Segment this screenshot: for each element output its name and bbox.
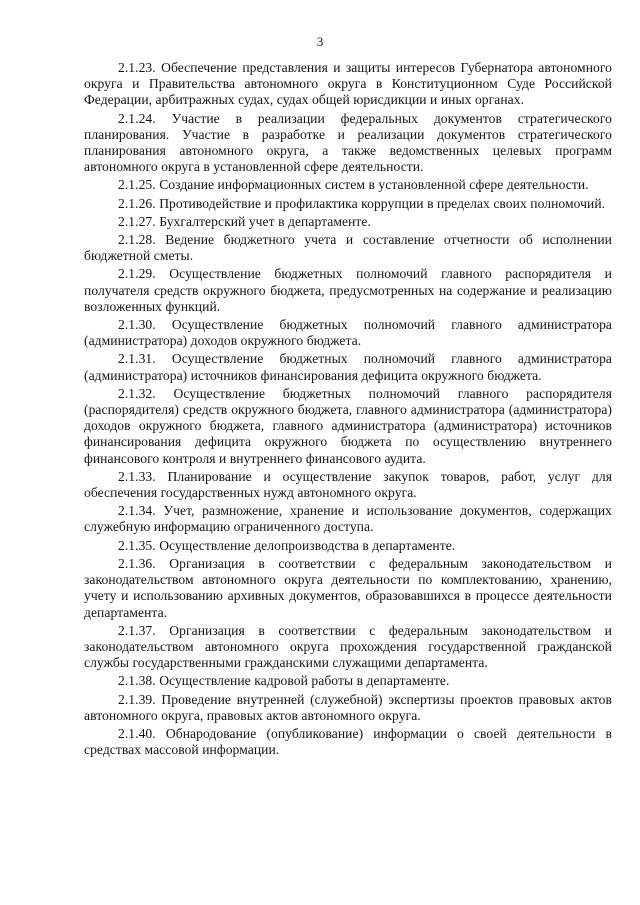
paragraph-number: 2.1.40. <box>118 725 156 741</box>
paragraph-number: 2.1.25. <box>118 177 156 193</box>
paragraph-text: Противодействие и профилактика коррупции в пределах своих полномочий. <box>159 195 606 211</box>
paragraph-text: Участие в реализации федеральных документов стратегического планирования. Участие в разработке и реализации документов стратегического планирования автономного округа, а также ведомственных целевых программ автономного округа в установленной сфере деятельности. <box>84 110 612 175</box>
paragraph-2-1-33 <box>84 469 612 501</box>
paragraph-2-1-28 <box>84 232 612 264</box>
paragraph-number: 2.1.23. <box>118 60 156 75</box>
paragraph-2-1-23 <box>84 60 612 109</box>
paragraph-2-1-25 <box>84 177 612 193</box>
paragraph-2-1-35 <box>84 538 612 554</box>
paragraph-2-1-30 <box>84 317 612 349</box>
paragraph-text: Обеспечение представления и защиты интересов Губернатора автономного округа и Правительства автономного округа в Конституционном Суде Российской Федерации, арбитражных судах, судах общей юрисдикции и иных органах. <box>84 60 612 108</box>
paragraph-number: 2.1.29. <box>118 266 156 282</box>
paragraph-text: Организация в соответствии с федеральным законодательством и законодательством автономного округа прохождения государственной гражданской службы государственными гражданскими служащими департамента. <box>84 622 612 671</box>
paragraph-number: 2.1.38. <box>118 673 156 689</box>
paragraph-2-1-38 <box>84 673 612 689</box>
paragraph-text: Проведение внутренней (служебной) экспертизы проектов правовых актов автономного округа, правовых актов автономного округа. <box>84 691 612 723</box>
paragraph-text: Осуществление бюджетных полномочий главного распорядителя (распорядителя) средств окружного бюджета, главного администратора (администратора) доходов окружного бюджета, главного администратора (администратора) источников финансирования дефицита окружного бюджета по осуществлению внутреннего финансового контроля и внутреннего финансового аудита. <box>84 385 612 466</box>
paragraph-number: 2.1.31. <box>118 351 156 367</box>
paragraph-number: 2.1.35. <box>118 537 156 553</box>
page-number: 3 <box>316 34 324 49</box>
paragraph-2-1-39 <box>84 692 612 724</box>
paragraph-2-1-24 <box>84 111 612 176</box>
paragraph-number: 2.1.27. <box>118 213 156 229</box>
paragraph-text: Учет, размножение, хранение и использование документов, содержащих служебную информацию ограниченного доступа. <box>84 503 612 535</box>
paragraph-text: Осуществление делопроизводства в департаменте. <box>159 537 456 553</box>
paragraph-text: Организация в соответствии с федеральным законодательством и законодательством автономного округа деятельности по комплектованию, хранению, учету и использованию архивных документов, образовавшихся в процессе деятельности департамента. <box>84 555 612 620</box>
paragraph-text: Ведение бюджетного учета и составление отчетности об исполнении бюджетной сметы. <box>84 232 612 264</box>
paragraph-number: 2.1.37. <box>118 622 156 638</box>
paragraph-text: Обнародование (опубликование) информации о своей деятельности в средствах массовой информации. <box>84 725 612 758</box>
paragraph-text: Осуществление бюджетных полномочий главного администратора (администратора) доходов окружного бюджета. <box>84 317 613 349</box>
paragraph-2-1-40 <box>84 726 612 758</box>
document-body <box>84 60 612 758</box>
paragraph-number: 2.1.39. <box>118 691 156 707</box>
paragraph-text: Осуществление кадровой работы в департаменте. <box>159 673 450 689</box>
paragraph-2-1-26 <box>84 196 612 212</box>
paragraph-text: Осуществление бюджетных полномочий главного администратора (администратора) источников финансирования дефицита окружного бюджета. <box>84 351 613 383</box>
paragraph-number: 2.1.30. <box>118 317 156 333</box>
paragraph-2-1-31 <box>84 351 612 383</box>
paragraph-2-1-27 <box>84 214 612 230</box>
paragraph-number: 2.1.36. <box>118 555 156 571</box>
paragraph-2-1-32 <box>84 386 612 467</box>
paragraph-text: Осуществление бюджетных полномочий главного распорядителя и получателя средств окружного бюджета, предусмотренных на содержание и реализацию возложенных функций. <box>84 266 612 314</box>
paragraph-number: 2.1.32. <box>118 385 156 401</box>
paragraph-number: 2.1.24. <box>118 110 156 126</box>
paragraph-number: 2.1.26. <box>118 195 156 211</box>
paragraph-number: 2.1.34. <box>118 503 156 519</box>
paragraph-2-1-34 <box>84 503 612 535</box>
paragraph-2-1-29 <box>84 266 612 315</box>
paragraph-2-1-37 <box>84 623 612 672</box>
paragraph-2-1-36 <box>84 556 612 621</box>
paragraph-text: Планирование и осуществление закупок товаров, работ, услуг для обеспечения государственных нужд автономного округа. <box>84 468 612 501</box>
paragraph-text: Бухгалтерский учет в департаменте. <box>159 213 371 229</box>
paragraph-number: 2.1.33. <box>118 468 156 484</box>
paragraph-number: 2.1.28. <box>118 232 156 248</box>
paragraph-text: Создание информационных систем в установленной сфере деятельности. <box>159 177 589 193</box>
